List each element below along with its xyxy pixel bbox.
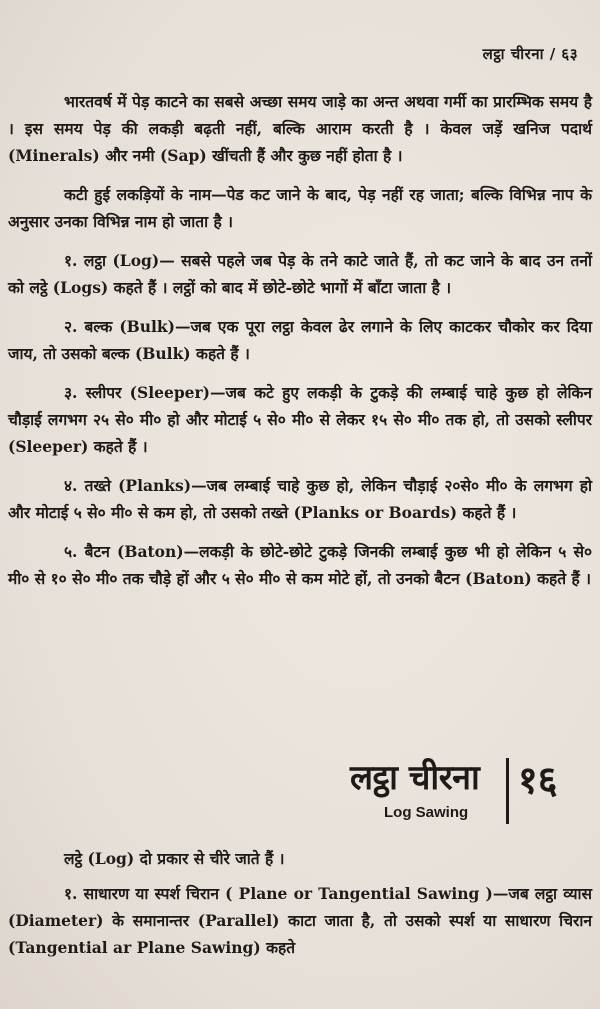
chapter-title: लट्ठा चीरना (350, 758, 480, 798)
paragraph-intro: भारतवर्ष में पेड़ काटने का सबसे अच्छा समय जाड़े का अन्त अथवा गर्मी का प्रारम्भिक समय है । इस समय पेड़ की लकड़ी बढ़ती नहीं, बल्कि आराम करती है । केवल जड़ें खनिज पदार्थ (Minerals) और नमी (Sap) खींचती हैं और कुछ नहीं होता है । (8, 92, 592, 165)
paragraph-planks: ४. तख्ते (Planks)—जब लम्बाई चाहे कुछ हो, लेकिन चौड़ाई २०से० मी० के लगभग हो और मोटाई ५ से० मी० से कम हो, तो उसको तख्ते (Planks or Boards) कहते हैं । (8, 476, 592, 522)
paragraph-log: १. लट्ठा (Log)— सबसे पहले जब पेड़ के तने काटे जाते हैं, तो कट जाने के बाद उन तनों को लट्ठे (Logs) कहते हैं । लट्ठों को बाद में छोटे-छोटे भागों में बाँटा जाता है । (8, 251, 592, 297)
paragraph-wood-names: कटी हुई लकड़ियों के नाम—पेड कट जाने के बाद, पेड़ नहीं रह जाता; बल्कि विभिन्न नाप के अनुसार उनका विभिन्न नाम हो जाता है । (8, 185, 592, 231)
chapter-divider (506, 758, 509, 824)
chapter-heading (350, 758, 590, 826)
running-header: लट्ठा चीरना / ६३ (482, 45, 578, 63)
paragraph-sawing-types: लट्ठे (Log) दो प्रकार से चीरे जाते हैं । (64, 849, 285, 868)
paragraph-plane-sawing: १. साधारण या स्पर्श चिरान ( Plane or Tangential Sawing )—जब लट्ठा व्यास (Diameter) के समानान्तर (Parallel) काटा जाता है, तो उसको स्पर्श या साधारण चिरान (Tangential ar Plane Sawing) कहते (8, 884, 592, 957)
paragraph-baton: ५. बैटन (Baton)—लकड़ी के छोटे-छोटे टुकड़े जिनकी लम्बाई कुछ भी हो लेकिन ५ से० मी० से १० से० मी० तक चौड़े हों और ५ से० मी० से कम मोटे हों, तो उनको बैटन (Baton) कहते हैं । (8, 542, 592, 588)
body-text (8, 88, 592, 592)
chapter-subtitle: Log Sawing (384, 804, 469, 821)
paragraph-sleeper: ३. स्लीपर (Sleeper)—जब कटे हुए लकड़ी के टुकड़े की लम्बाई चाहे कुछ हो लेकिन चौड़ाई लगभग २५ से० मी० हो और मोटाई ५ से० मी० से लेकर १५ से० मी० तक हो, तो उसको स्लीपर (Sleeper) कहते हैं । (8, 383, 592, 456)
chapter-number: १६ (518, 757, 558, 802)
chapter-body-text (8, 845, 592, 961)
paragraph-bulk: २. बल्क (Bulk)—जब एक पूरा लट्ठा केवल ढेर लगाने के लिए काटकर चौकोर कर दिया जाय, तो उसको बल्क (Bulk) कहते हैं । (8, 317, 592, 363)
